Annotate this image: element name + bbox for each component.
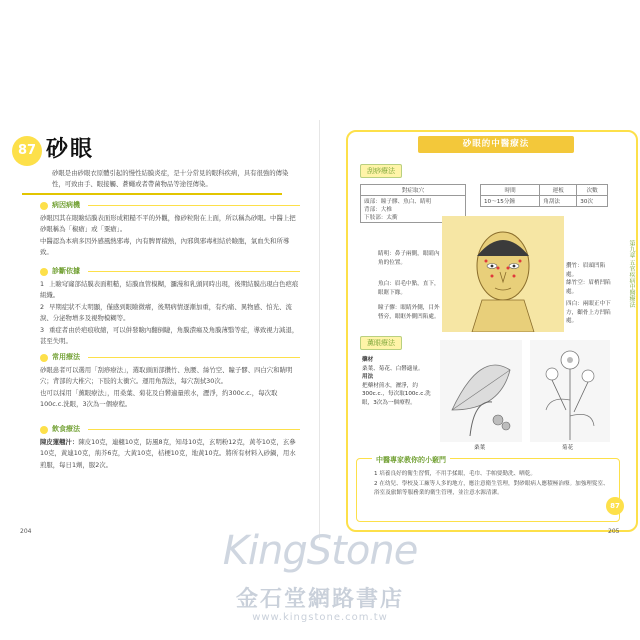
watermark-logo: KingStone [222, 528, 418, 574]
table-cell: 頭部：瞳子髎、魚白、睛明 背部：大椎 下肢部：太衝 [361, 196, 466, 223]
mulberry-leaf-illustration [440, 340, 522, 442]
callout-bottom-2: 四白：兩眼正中下方，顴骨上方凹陷處。 [566, 301, 611, 324]
table-cell: 30次 [577, 196, 608, 207]
tips-text [374, 470, 610, 499]
section-paragraph: 砂眼因其在眼瞼結膜表面形成粗糙不平的外觀，像砂粒附在上面，所以稱為砂眼。中醫上把砂眼稱為「椒瘡」或「粟瘡」。 [40, 213, 296, 233]
bullet-dot-icon [40, 268, 48, 276]
bullet-dot-icon [40, 202, 48, 210]
table-cell: 角刮法 [540, 196, 577, 207]
table-cell: 10～15分鐘 [481, 196, 540, 207]
fumigation-pill: 薰眼療法 [360, 336, 402, 350]
tip-item: 1 培養良好的衛生習慣，不用手揉眼，毛巾、手帕要勤洗、晒乾。 [374, 471, 536, 477]
table-header: 時間 [481, 185, 540, 196]
book-spine [319, 120, 320, 540]
section-heading: 診斷依據 [40, 266, 300, 278]
callout-right: 攢竹：眉頭凹陷處。 絲竹空：眉梢凹陷處。 [566, 263, 611, 295]
bullet-dot-icon [40, 354, 48, 362]
page-number-left: 204 [20, 528, 32, 535]
section-diet [40, 424, 300, 471]
section-therapy [40, 352, 300, 411]
recipe-label: 陳皮蓮翹汁： [40, 437, 79, 446]
face-acupoint-diagram [442, 216, 564, 332]
face-illustration [442, 216, 564, 332]
table-header: 運板 [540, 185, 577, 196]
method-table [480, 184, 608, 207]
list-item: 1 上瞼穹窿部結膜表面粗糙，結膜血管模糊，瀰漫和乳頭同時出現，後期結膜出現白色疤痕組織。 [40, 279, 299, 299]
bullet-dot-icon [40, 426, 48, 434]
leaf-icon [440, 340, 522, 442]
herb-caption-mulberry: 桑葉 [474, 445, 486, 451]
tips-heading: 中醫專家教你的小竅門 [372, 455, 450, 465]
page-number-right: 205 [608, 528, 620, 535]
section-heading: 常用療法 [40, 352, 300, 364]
intro-text: 砂眼是由砂眼衣原體引起的慢性結膜炎症，是十分常見的眼科疾病，具有很強的傳染性，可致由手、眼接觸、蒼蠅或者帶菌物品等途徑傳染。 [52, 169, 289, 188]
chrysanthemum-illustration [530, 340, 610, 442]
scrape-therapy-pill: 刮痧療法 [360, 164, 402, 178]
watermark-name: 金石堂網路書店 [235, 586, 404, 612]
table-header: 對症取穴 [361, 185, 466, 196]
chapter-side-tab: 第九章 五官疾病中醫療法 [628, 240, 635, 308]
list-item: 3 重症者由於疤痕收縮，可以併發瞼內翻倒睫，角膜潰瘍及角膜薄翳等症，導致視力減退，甚至失明。 [40, 325, 299, 345]
section-heading: 飲食療法 [40, 424, 300, 436]
section-diagnosis [40, 266, 300, 348]
title-divider [22, 193, 282, 195]
page-title: 砂眼 [46, 137, 95, 162]
list-item: 2 早期症狀不太明顯，僅感到眼瞼微癢，後期病情逐漸加重，有灼痛、異物感、怕光、流淚、分泌物增多及視物模糊等。 [40, 302, 292, 322]
section-paragraph: 砂眼患者可以選用「刮痧療法」，選取頭面部攢竹、魚腰、絲竹空、瞳子髎、四白穴和睛明穴；背部的大椎穴；下肢的太衝穴。運用角刮法，每穴刮拭30次。 [40, 365, 293, 385]
section-cause [40, 200, 300, 259]
flower-icon [530, 340, 610, 442]
therapy-box-title: 砂眼的中醫療法 [418, 136, 574, 153]
right-page-badge: 87 [606, 497, 624, 515]
watermark-url: www.kingstone.com.tw [252, 612, 388, 623]
chapter-number-badge: 87 [12, 136, 42, 166]
recipe [40, 437, 300, 472]
callout-left: 睛明：鼻子兩側，眼睛內角的位置。 [378, 251, 440, 266]
fumigation-text: 藥材 桑葉、菊花、白礬適量。 用法 把藥材煎水，瀝淨，約300c.c.，每次取100c.c.洗眼，3次為一個療程。 [362, 357, 431, 406]
section-heading: 病因病機 [40, 200, 300, 212]
section-paragraph: 中醫認為本病多因外感風熱邪毒，內有脾胃積熱，內邪與邪毒相結於瞼胞，氣血失和所導致。 [40, 236, 290, 256]
callout-bottom: 瞳子髎：眼睛外側，目外眥旁，眼眶外側凹陷處。 [378, 305, 440, 320]
table-header: 次數 [577, 185, 608, 196]
callout-left-2: 魚白：眉毛中點，直下，眼眶下緣。 [378, 281, 440, 296]
recipe-text: 陳皮10克，連翹10克，防風8克，知母10克，玄明粉12克，黃苓10克，玄參10克，黃連10克，荊芥6克，大黃10克，桔梗10克，地黃10克。將所有材料入砂鍋，用水煎服，每日1劑，服2次。 [40, 437, 296, 469]
herb-caption-chrysanthemum: 菊花 [562, 445, 574, 451]
tip-item: 2 在幼兒、學校及工廠等人多的地方，應注意衛生管理，對砂眼病人應積極治療。加強理髮室、浴室及旅館等服務業的衛生管理，並注意水源清潔。 [374, 480, 609, 496]
section-paragraph: 也可以採用「薰眼療法」，用桑葉、菊花及白礬適量煎水，瀝淨，約300c.c.，每次取100c.c.洗眼，3次為一個療程。 [40, 388, 278, 408]
